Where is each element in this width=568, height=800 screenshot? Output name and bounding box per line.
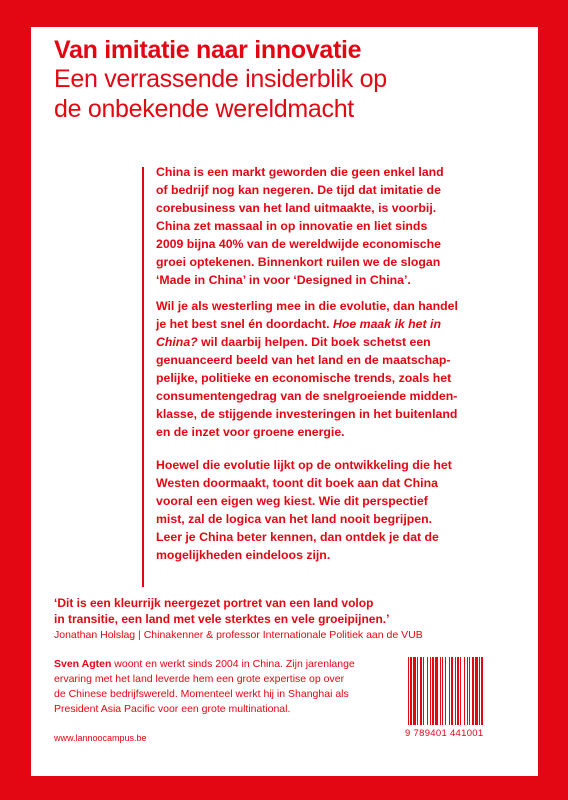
barcode-bar — [451, 657, 453, 725]
barcode-bar — [435, 657, 438, 725]
bio-line: de Chinese bedrijfswereld. Momenteel werkt hij in Shanghai als — [54, 688, 349, 700]
blurb-text: je het best snel én doordacht. — [156, 317, 330, 331]
blurb-paragraph-1 — [156, 163, 526, 289]
barcode-bar — [460, 657, 461, 725]
barcode-bar — [420, 657, 422, 725]
blurb-line: Leer je China beter kennen, dan ontdek je dat de — [156, 530, 439, 544]
book-subtitle-line1: Een verrassende insiderblik op — [54, 65, 387, 93]
barcode-bar — [479, 657, 480, 725]
blurb-line: en de inzet voor groene energie. — [156, 425, 345, 439]
blurb-line: consumentengedrag van de snelgroeiende midden- — [156, 389, 458, 403]
blurb-line: China is een markt geworden die geen enkel land — [156, 165, 444, 179]
publisher-website[interactable]: www.lannoocampus.be — [54, 733, 147, 743]
barcode-bar — [467, 657, 468, 725]
book-reference-italic: Hoe maak ik het in — [332, 317, 441, 331]
quote-author: Jonathan Holslag | Chinakenner & professor Internationale Politiek aan de VUB — [54, 629, 423, 641]
blurb-line: ‘Made in China’ in voor ‘Designed in China’. — [156, 273, 411, 287]
barcode-bar — [445, 657, 446, 725]
quote-line: in transitie, een land met vele sterktes en vele groeipijnen.’ — [54, 612, 390, 626]
barcode-bar — [455, 657, 456, 725]
book-reference-italic: China? — [156, 335, 198, 349]
barcode-bar — [427, 657, 428, 725]
barcode-bar — [472, 657, 474, 725]
isbn-number: 9 789401 441001 — [405, 728, 484, 739]
barcode-bar — [464, 657, 465, 725]
blurb-paragraph-3 — [156, 456, 526, 564]
bio-text: woont en werkt sinds 2004 in China. Zijn jarenlange — [111, 658, 355, 670]
blurb-line: groei optekenen. Binnenkort ruilen we de slogan — [156, 255, 441, 269]
barcode-bar — [442, 657, 443, 725]
bio-line — [54, 657, 355, 672]
blurb-line: 2009 bijna 40% van de wereldwijde economische — [156, 237, 441, 251]
blurb-line: pelijke, politieke en economische trends, zoals het — [156, 371, 452, 385]
barcode-bar — [469, 657, 470, 725]
barcode-bar — [440, 657, 441, 725]
barcode-bar — [413, 657, 416, 725]
blurb-line — [156, 333, 526, 351]
bio-line: President Asia Pacific voor een grote multinational. — [54, 703, 291, 715]
blurb-line: mogelijkheden eindeloos zijn. — [156, 548, 331, 562]
barcode-bar — [430, 657, 431, 725]
barcode-bar — [449, 657, 450, 725]
endorsement-quote — [54, 595, 389, 627]
author-bio — [54, 657, 355, 717]
blurb-line: of bedrijf nog kan negeren. De tijd dat imitatie de — [156, 183, 441, 197]
bio-line: ervaring met het land leverde hem een grote expertise op over — [54, 673, 345, 685]
blurb-line: Hoewel die evolutie lijkt op de ontwikkeling die het — [156, 458, 452, 472]
blurb-line: vooral een eigen weg kiest. Wie dit perspectief — [156, 494, 428, 508]
barcode-bar — [481, 657, 483, 725]
barcode-bar — [475, 657, 478, 725]
quote-line: ‘Dit is een kleurrijk neergezet portret van een land volop — [54, 596, 374, 610]
blurb-line — [156, 315, 526, 333]
barcode-bar — [432, 657, 434, 725]
barcode-bar — [410, 657, 412, 725]
blurb-line: Westen doormaakt, toont dit boek aan dat China — [156, 476, 438, 490]
book-title: Van imitatie naar innovatie — [54, 36, 362, 64]
blurb-line: mist, zal de logica van het land nooit begrijpen. — [156, 512, 433, 526]
barcode-bar — [423, 657, 424, 725]
blurb-line: genuanceerd beeld van het land en de maatschap- — [156, 353, 451, 367]
book-subtitle-line2: de onbekende wereldmacht — [54, 95, 354, 123]
blurb-line: corebusiness van het land uitmaakte, is voorbij. — [156, 201, 437, 215]
barcode-image — [408, 657, 514, 725]
barcode-bar — [408, 657, 409, 725]
blurb-line: klasse, de stijgende investeringen in het buitenland — [156, 407, 458, 421]
blurb-line: Wil je als westerling mee in die evolutie, dan handel — [156, 299, 458, 313]
blurb-line: China zet massaal in op innovatie en liet sinds — [156, 219, 428, 233]
blurb-text: wil daarbij helpen. Dit boek schetst een — [197, 335, 431, 349]
author-name: Sven Agten — [54, 658, 112, 670]
barcode-bar — [417, 657, 418, 725]
blurb-paragraph-2 — [156, 297, 526, 441]
barcode-bar — [457, 657, 459, 725]
vertical-accent-bar — [142, 167, 144, 587]
